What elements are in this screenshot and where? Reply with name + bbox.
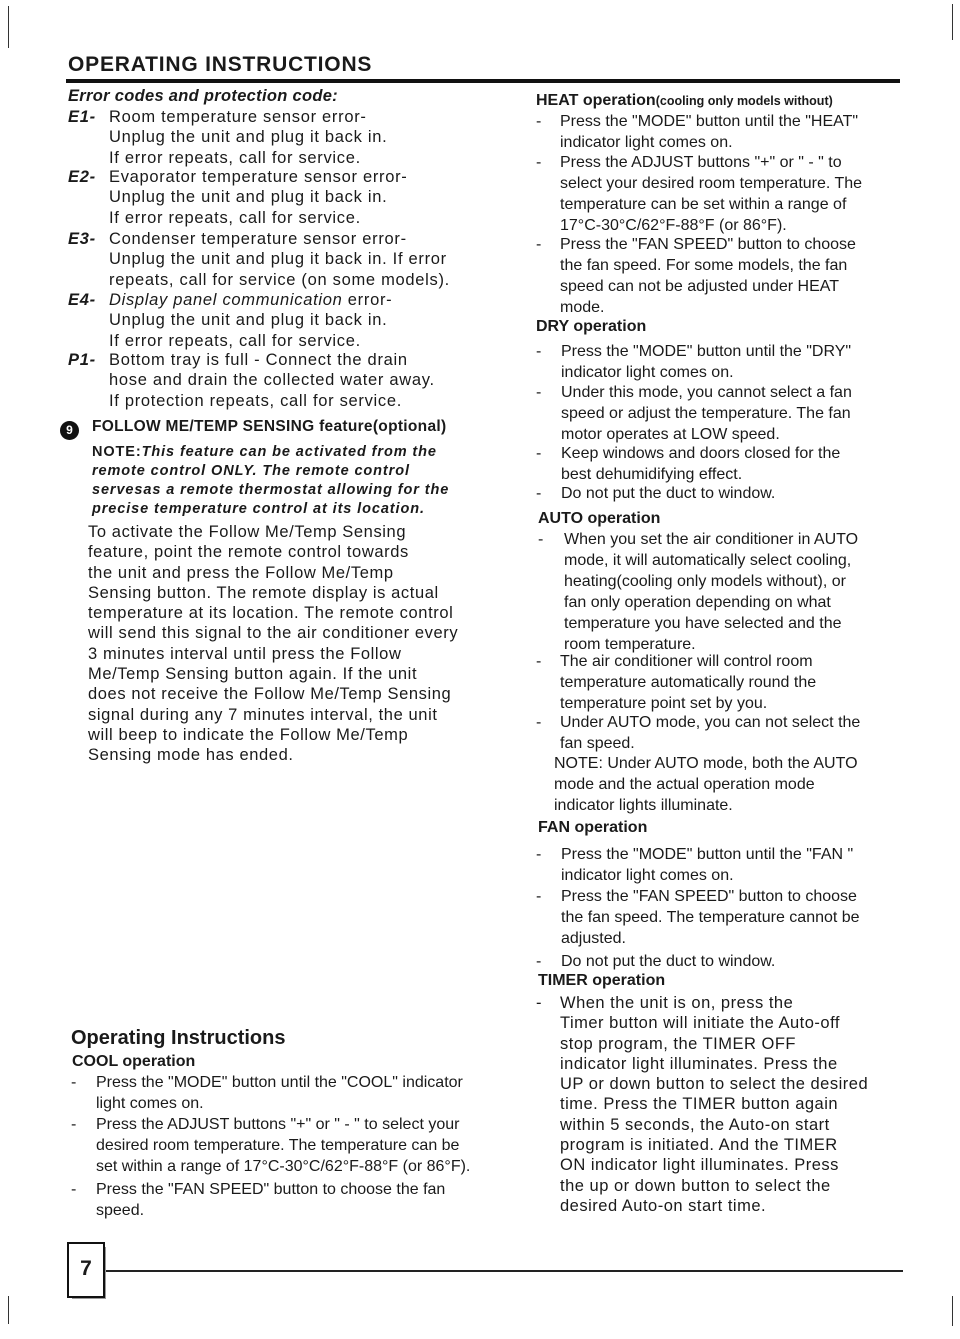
crop-mark-bottom-left bbox=[8, 1296, 23, 1324]
heat-item: - Press the "FAN SPEED" button to choose the fan speed. For some models, the fan speed can not be adjusted under HEAT mode. bbox=[536, 236, 856, 316]
body-line: Me/Temp Sensing button again. If the unit bbox=[88, 665, 418, 684]
crop-mark-top-right bbox=[940, 4, 953, 40]
follow-me-body bbox=[88, 522, 458, 766]
item-line: Press the "MODE" button until the "HEAT" bbox=[560, 113, 859, 130]
item-line: select your desired room temperature. The bbox=[560, 175, 863, 192]
note-line: mode and the actual operation mode bbox=[554, 776, 815, 793]
dry-item: - Do not put the duct to window. bbox=[536, 485, 776, 502]
body-line: will beep to indicate the Follow Me/Temp bbox=[88, 725, 409, 744]
item-line: Press the ADJUST buttons "+" or " - " to select your bbox=[96, 1116, 460, 1133]
error-line: error- bbox=[342, 291, 393, 309]
note-line: NOTE: Under AUTO mode, both the AUTO bbox=[554, 755, 858, 772]
error-line: Unplug the unit and plug it back in. If error bbox=[109, 250, 447, 269]
item-line: indicator light comes on. bbox=[561, 867, 734, 884]
heat-operation-heading bbox=[536, 92, 833, 110]
item-line: fan only operation depending on what bbox=[564, 594, 831, 611]
note-line: remote control ONLY. The remote control bbox=[92, 463, 410, 479]
error-codes-heading: Error codes and protection code: bbox=[68, 87, 338, 105]
item-line: the up or down button to select the bbox=[560, 1176, 831, 1195]
dry-item: - Keep windows and doors closed for the best dehumidifying effect. bbox=[536, 445, 841, 483]
item-line: temperature point set by you. bbox=[560, 695, 768, 712]
item-line: Press the ADJUST buttons "+" or " - " to bbox=[560, 154, 842, 171]
auto-item: - Under AUTO mode, you can not select the fan speed. bbox=[536, 714, 861, 752]
error-line: If error repeats, call for service. bbox=[109, 331, 361, 350]
item-line: Press the "MODE" button until the "FAN " bbox=[561, 846, 854, 863]
cool-operation-heading: COOL operation bbox=[72, 1053, 196, 1070]
item-line: program is initiated. And the TIMER bbox=[560, 1136, 838, 1155]
fan-item: - Press the "MODE" button until the "FAN " indicator light comes on. bbox=[536, 846, 854, 884]
item-line: speed. bbox=[96, 1202, 145, 1219]
auto-item: - When you set the air conditioner in AUTO mode, it will automatically select cooling, heating(cooling only models without), or fan only operation depending on what temperature you have selected and the room temperature. bbox=[538, 531, 859, 653]
timer-item: - When the unit is on, press the Timer button will initiate the Auto-off stop program, the TIMER OFF indicator light illuminates. Press the UP or down button to select the desired time. Press the TIMER button again within 5 seconds, the Auto-on start program is initiated. And the TIMER ON indicator light illuminates. Press the up or down button to select the desired Auto-on start time. bbox=[536, 994, 869, 1215]
item-line: fan speed. bbox=[560, 735, 635, 752]
item-line: light comes on. bbox=[96, 1095, 204, 1112]
error-line: If protection repeats, call for service. bbox=[109, 391, 403, 410]
error-line: Evaporator temperature sensor error- bbox=[109, 168, 408, 186]
item-line: speed can not be adjusted under HEAT bbox=[560, 278, 839, 295]
dry-item: - Under this mode, you cannot select a fan speed or adjust the temperature. The fan motor operates at LOW speed. bbox=[536, 384, 852, 443]
item-line: Under this mode, you cannot select a fan bbox=[561, 384, 852, 401]
item-line: motor operates at LOW speed. bbox=[561, 426, 780, 443]
fan-item: - Do not put the duct to window. bbox=[536, 953, 776, 970]
item-line: Do not put the duct to window. bbox=[561, 953, 776, 970]
error-line: hose and drain the collected water away. bbox=[109, 371, 435, 390]
item-line: speed or adjust the temperature. The fan bbox=[561, 405, 851, 422]
item-line: room temperature. bbox=[564, 636, 696, 653]
item-line: Under AUTO mode, you can not select the bbox=[560, 714, 861, 731]
item-line: set within a range of 17°C-30°C/62°F-88°F (or 86°F). bbox=[96, 1158, 471, 1175]
item-line: Press the "FAN SPEED" button to choose bbox=[560, 236, 856, 253]
error-line: Unplug the unit and plug it back in. bbox=[109, 311, 388, 330]
item-line: indicator light comes on. bbox=[561, 364, 734, 381]
body-line: will send this signal to the air conditioner every bbox=[88, 624, 459, 643]
page-title: OPERATING INSTRUCTIONS bbox=[68, 53, 373, 76]
note-label: NOTE: bbox=[92, 444, 142, 460]
item-line: When the unit is on, press the bbox=[560, 994, 794, 1012]
item-line: stop program, the TIMER OFF bbox=[560, 1034, 797, 1053]
item-line: within 5 seconds, the Auto-on start bbox=[560, 1115, 830, 1134]
item-line: adjusted. bbox=[561, 930, 626, 947]
item-line: best dehumidifying effect. bbox=[561, 466, 743, 483]
error-line: If error repeats, call for service. bbox=[109, 148, 361, 167]
item-line: Do not put the duct to window. bbox=[561, 485, 776, 502]
note-line: servesas a remote thermostat allowing for the bbox=[92, 482, 450, 498]
fan-operation-heading: FAN operation bbox=[538, 819, 648, 836]
dry-operation-heading: DRY operation bbox=[536, 318, 647, 335]
operating-instructions-heading: Operating Instructions bbox=[71, 1027, 286, 1049]
error-line: Unplug the unit and plug it back in. bbox=[109, 128, 388, 147]
heat-item: - Press the ADJUST buttons "+" or " - " to select your desired room temperature. The temperature can be set within a range of 17°C-30°C/62°F-88°F (or 86°F). bbox=[536, 154, 863, 234]
item-line: the fan speed. The temperature cannot be bbox=[561, 909, 860, 926]
auto-note bbox=[554, 753, 858, 816]
heat-item: - Press the "MODE" button until the "HEAT" indicator light comes on. bbox=[536, 113, 859, 151]
item-line: temperature you have selected and the bbox=[564, 615, 842, 632]
cool-item: - Press the "FAN SPEED" button to choose the fan speed. bbox=[71, 1181, 446, 1219]
item-line: time. Press the TIMER button again bbox=[560, 1095, 839, 1114]
item-line: Press the "FAN SPEED" button to choose the fan bbox=[96, 1181, 446, 1198]
error-code-label: E2- bbox=[68, 168, 96, 186]
timer-operation-heading: TIMER operation bbox=[538, 972, 666, 989]
error-line: Room temperature sensor error- bbox=[109, 108, 367, 126]
item-line: The air conditioner will control room bbox=[560, 653, 813, 670]
error-code-label: E4- bbox=[68, 291, 96, 309]
item-line: temperature can be set within a range of bbox=[560, 196, 847, 213]
body-line: Sensing mode has ended. bbox=[88, 746, 294, 765]
item-line: When you set the air conditioner in AUTO bbox=[564, 531, 859, 548]
item-line: mode. bbox=[560, 299, 605, 316]
note-line: indicator lights illuminate. bbox=[554, 797, 733, 814]
body-line: 3 minutes interval until press the Follow bbox=[88, 644, 402, 663]
title-rule bbox=[66, 79, 900, 83]
note-line: This feature can be activated from the bbox=[141, 444, 437, 460]
item-line: mode, it will automatically select cooling, bbox=[564, 552, 852, 569]
error-line: Bottom tray is full - Connect the drain bbox=[109, 351, 408, 369]
error-line-italic: Display panel communication bbox=[109, 291, 343, 309]
heading-text: HEAT operation bbox=[536, 92, 656, 109]
item-line: indicator light illuminates. Press the bbox=[560, 1054, 838, 1073]
error-line: repeats, call for service (on some models). bbox=[109, 270, 450, 289]
item-line: heating(cooling only models without), or bbox=[564, 573, 846, 590]
body-line: does not receive the Follow Me/Temp Sensing bbox=[88, 685, 452, 704]
item-line: desired Auto-on start time. bbox=[560, 1196, 767, 1215]
body-line: To activate the Follow Me/Temp Sensing bbox=[88, 523, 407, 541]
crop-mark-top-left bbox=[8, 6, 23, 48]
item-line: UP or down button to select the desired bbox=[560, 1075, 869, 1094]
body-line: temperature at its location. The remote control bbox=[88, 604, 454, 623]
item-line: indicator light comes on. bbox=[560, 134, 733, 151]
cool-item: - Press the ADJUST buttons "+" or " - " to select your desired room temperature. The temperature can be set within a range of 17°C-30°C/62°F-88°F (or 86°F). bbox=[71, 1116, 471, 1175]
auto-item: - The air conditioner will control room temperature automatically round the temperature point set by you. bbox=[536, 653, 817, 712]
error-code-label: E1- bbox=[68, 108, 96, 126]
item-line: 17°C-30°C/62°F-88°F (or 86°F). bbox=[560, 217, 787, 234]
item-line: Keep windows and doors closed for the bbox=[561, 445, 841, 462]
cool-item: - Press the "MODE" button until the "COOL" indicator light comes on. bbox=[71, 1074, 463, 1112]
error-line: If error repeats, call for service. bbox=[109, 208, 361, 227]
error-line: Unplug the unit and plug it back in. bbox=[109, 188, 388, 207]
auto-operation-heading: AUTO operation bbox=[538, 510, 661, 527]
page-number: 7 bbox=[67, 1242, 105, 1298]
error-line: Condenser temperature sensor error- bbox=[109, 230, 407, 248]
heading-suffix: (cooling only models without) bbox=[655, 94, 833, 108]
dry-item: - Press the "MODE" button until the "DRY" indicator light comes on. bbox=[536, 343, 852, 381]
item-line: Press the "MODE" button until the "DRY" bbox=[561, 343, 852, 360]
body-line: signal during any 7 minutes interval, the unit bbox=[88, 705, 438, 724]
item-line: desired room temperature. The temperature can be bbox=[96, 1137, 460, 1154]
fan-item: - Press the "FAN SPEED" button to choose the fan speed. The temperature cannot be adjusted. bbox=[536, 888, 860, 947]
error-code-label: E3- bbox=[68, 230, 96, 248]
body-line: feature, point the remote control towards bbox=[88, 543, 409, 562]
item-line: the fan speed. For some models, the fan bbox=[560, 257, 848, 274]
error-code-label: P1- bbox=[68, 351, 96, 369]
item-line: Press the "MODE" button until the "COOL" indicator bbox=[96, 1074, 463, 1091]
note-line: precise temperature control at its location. bbox=[92, 501, 425, 517]
follow-me-note bbox=[92, 443, 502, 519]
item-line: temperature automatically round the bbox=[560, 674, 817, 691]
follow-me-title: FOLLOW ME/TEMP SENSING feature(optional) bbox=[92, 418, 447, 435]
crop-mark-bottom-right bbox=[940, 1296, 953, 1326]
item-line: ON indicator light illuminates. Press bbox=[560, 1156, 839, 1175]
item-line: Timer button will initiate the Auto-off bbox=[560, 1014, 840, 1033]
item-line: Press the "FAN SPEED" button to choose bbox=[561, 888, 857, 905]
footer-rule bbox=[67, 1270, 903, 1272]
body-line: Sensing button. The remote display is actual bbox=[88, 583, 439, 602]
body-line: the unit and press the Follow Me/Temp bbox=[88, 563, 394, 582]
section-number-badge: 9 bbox=[60, 421, 79, 440]
